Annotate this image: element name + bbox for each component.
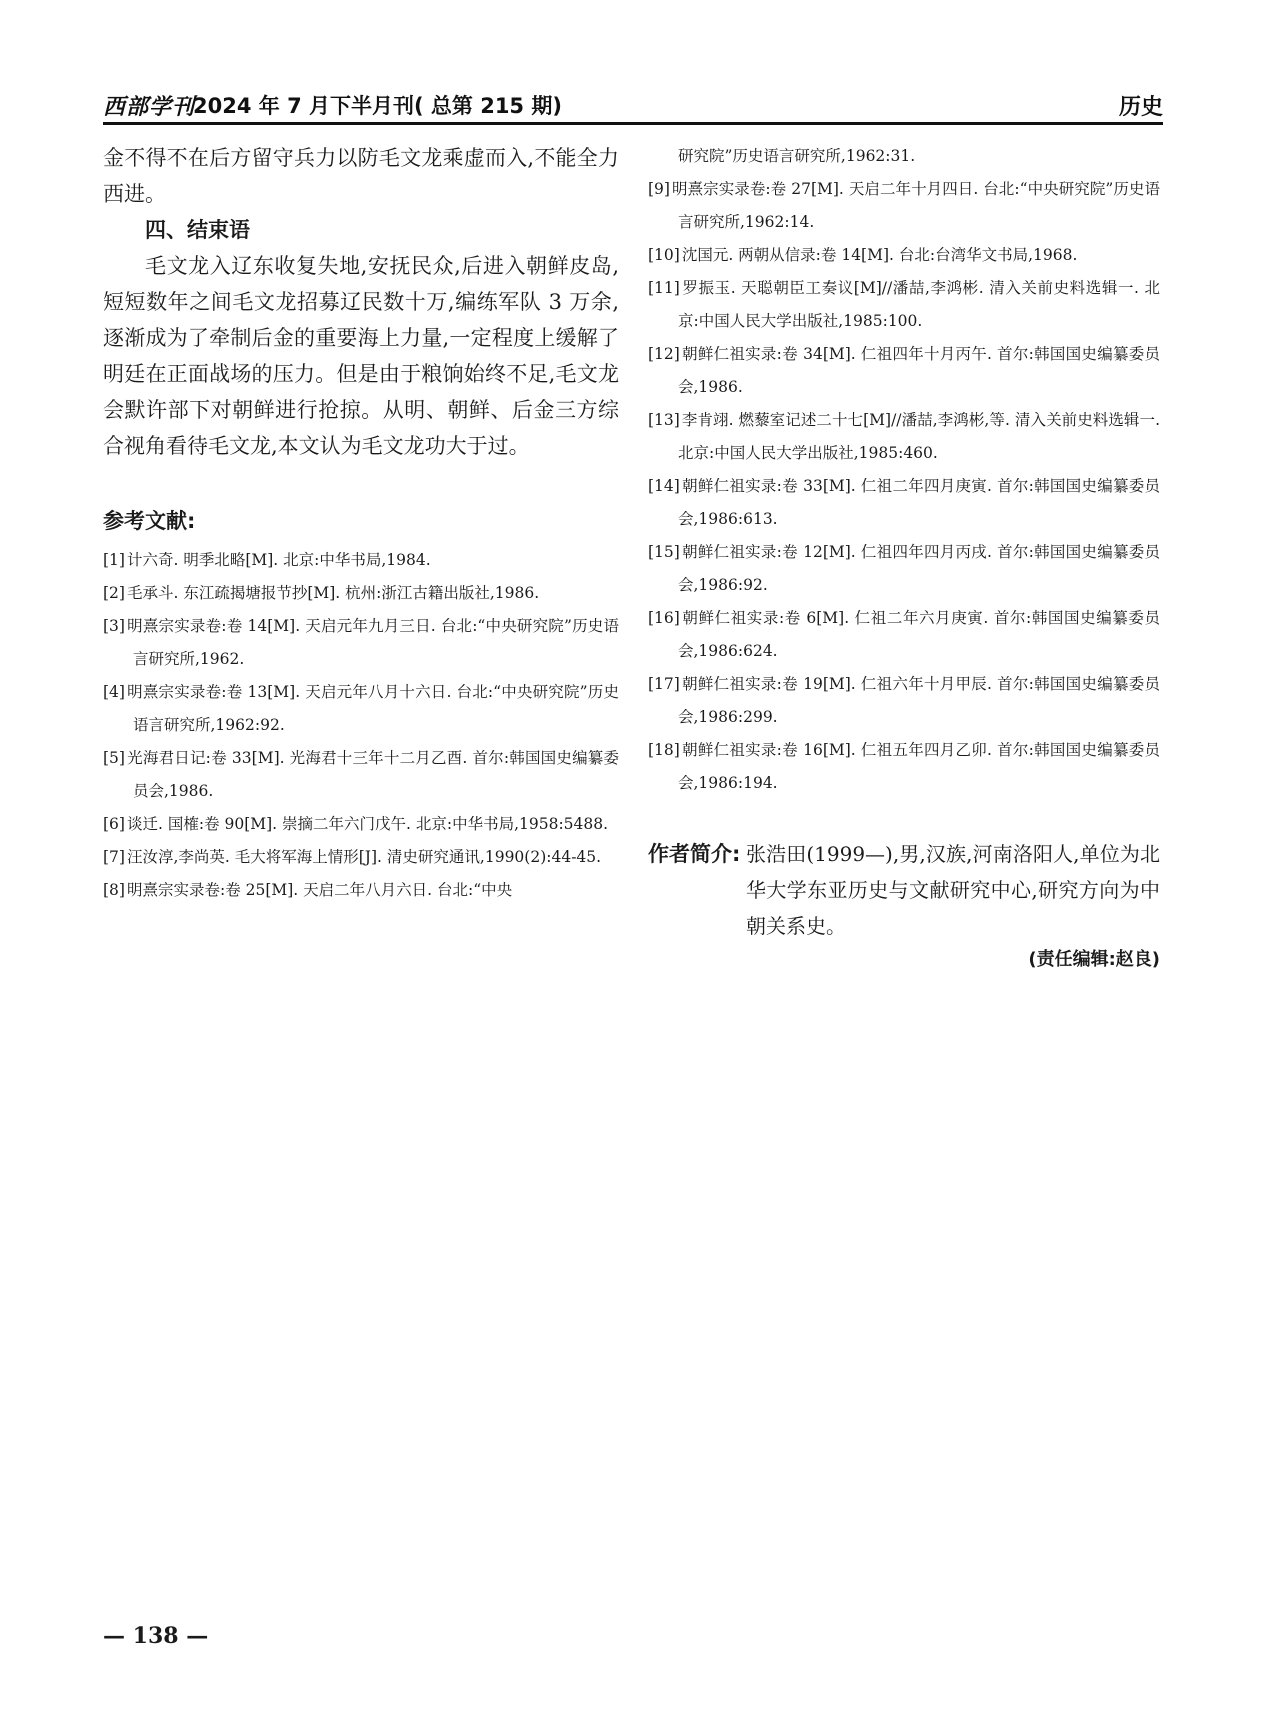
paragraph-conclusion: 毛文龙入辽东收复失地,安抚民众,后进入朝鲜皮岛,短短数年之间毛文龙招募辽民数十万,编练军队 3 万余,逐渐成为了牵制后金的重要海上力量,一定程度上缓解了明廷在正面战场的压力。但是由于粮饷始终不足,毛文龙会默许部下对朝鲜进行抢掠。从明、朝鲜、后金三方综合视角看待毛文龙,本文认为毛文龙功大于过。 — [103, 254, 619, 458]
reference-continuation: 研究院”历史语言研究所,1962:31. — [678, 147, 916, 165]
right-column — [648, 140, 1160, 976]
reference-list-left — [103, 544, 619, 907]
section-title: 历史 — [1118, 95, 1163, 120]
header-rule — [103, 122, 1163, 125]
reference-item: [8] 明熹宗实录卷:卷 25[M]. 天启二年八月六日. 台北:“中央 — [103, 881, 513, 899]
reference-item: [7] 汪汝淳,李尚英. 毛大将军海上情形[J]. 清史研究通讯,1990(2):44-45. — [103, 848, 602, 866]
reference-item: [17] 朝鲜仁祖实录:卷 19[M]. 仁祖六年十月甲辰. 首尔:韩国国史编纂委员会,1986:299. — [648, 675, 1160, 726]
author-bio-label: 作者简介: — [648, 842, 741, 866]
reference-item: [5] 光海君日记:卷 33[M]. 光海君十三年十二月乙酉. 首尔:韩国国史编纂委员会,1986. — [103, 749, 619, 800]
reference-item: [12] 朝鲜仁祖实录:卷 34[M]. 仁祖四年十月丙午. 首尔:韩国国史编纂委员会,1986. — [648, 345, 1160, 396]
reference-item: [18] 朝鲜仁祖实录:卷 16[M]. 仁祖五年四月乙卯. 首尔:韩国国史编纂委员会,1986:194. — [648, 741, 1160, 792]
section-heading-conclusion: 四、结束语 — [145, 218, 250, 242]
reference-item: [15] 朝鲜仁祖实录:卷 12[M]. 仁祖四年四月丙戌. 首尔:韩国国史编纂委员会,1986:92. — [648, 543, 1160, 594]
responsible-editor: (责任编辑:赵良) — [1028, 949, 1160, 970]
paragraph-continued: 金不得不在后方留守兵力以防毛文龙乘虚而入,不能全力西进。 — [103, 146, 619, 206]
journal-logo: 西部学刊 — [103, 94, 196, 120]
page-number: — 138 — — [103, 1623, 209, 1649]
reference-item: [4] 明熹宗实录卷:卷 13[M]. 天启元年八月十六日. 台北:“中央研究院”历史语言研究所,1962:92. — [103, 683, 619, 734]
page-header — [103, 86, 1163, 122]
reference-item: [1] 计六奇. 明季北略[M]. 北京:中华书局,1984. — [103, 551, 431, 569]
author-bio-text: 张浩田(1999—),男,汉族,河南洛阳人,单位为北华大学东亚历史与文献研究中心,研究方向为中朝关系史。 — [746, 842, 1160, 938]
left-column — [103, 140, 619, 907]
reference-item: [6] 谈迁. 国榷:卷 90[M]. 崇摘二年六门戊午. 北京:中华书局,1958:5488. — [103, 815, 609, 833]
reference-item: [13] 李肯翊. 燃藜室记述二十七[M]//潘喆,李鸿彬,等. 清入关前史料选辑一. 北京:中国人民大学出版社,1985:460. — [648, 411, 1160, 462]
reference-list-right — [648, 140, 1160, 800]
reference-item: [14] 朝鲜仁祖实录:卷 33[M]. 仁祖二年四月庚寅. 首尔:韩国国史编纂委员会,1986:613. — [648, 477, 1160, 528]
reference-item: [9] 明熹宗实录卷:卷 27[M]. 天启二年十月四日. 台北:“中央研究院”历史语言研究所,1962:14. — [648, 180, 1160, 231]
reference-item: [3] 明熹宗实录卷:卷 14[M]. 天启元年九月三日. 台北:“中央研究院”历史语言研究所,1962. — [103, 617, 619, 668]
reference-item: [2] 毛承斗. 东江疏揭塘报节抄[M]. 杭州:浙江古籍出版社,1986. — [103, 584, 540, 602]
reference-item: [10] 沈国元. 两朝从信录:卷 14[M]. 台北:台湾华文书局,1968. — [648, 246, 1078, 264]
author-bio — [648, 836, 1160, 944]
issue-info: 2024 年 7 月下半月刊( 总第 215 期) — [193, 94, 562, 118]
references-heading: 参考文献: — [103, 509, 196, 533]
reference-item: [11] 罗振玉. 天聪朝臣工奏议[M]//潘喆,李鸿彬. 清入关前史料选辑一. 北京:中国人民大学出版社,1985:100. — [648, 279, 1160, 330]
reference-item: [16] 朝鲜仁祖实录:卷 6[M]. 仁祖二年六月庚寅. 首尔:韩国国史编纂委员会,1986:624. — [648, 609, 1160, 660]
